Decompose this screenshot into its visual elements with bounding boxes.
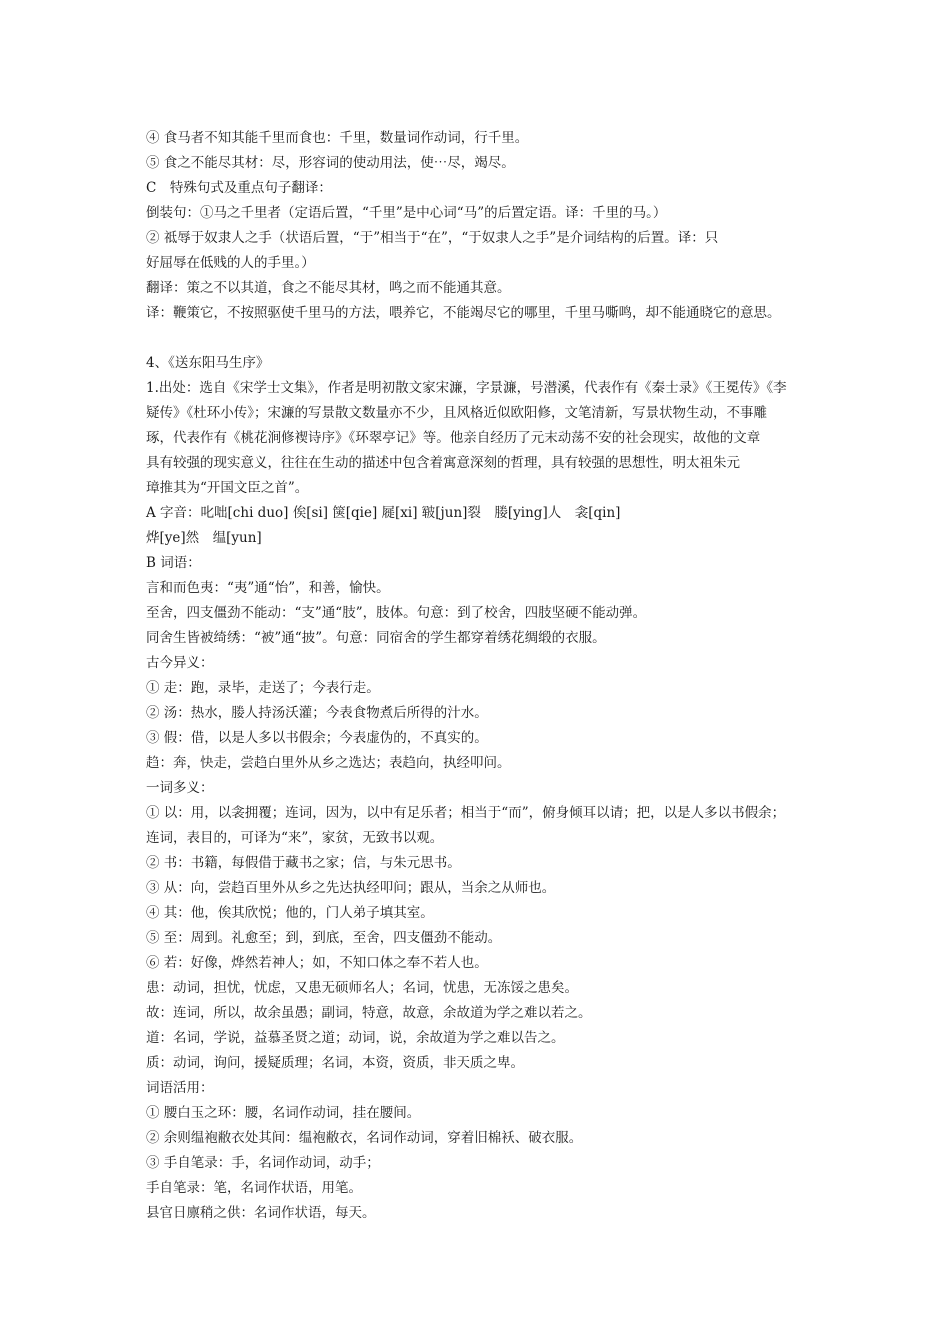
text-line: ② 祗辱于奴隶人之手（状语后置，“于”相当于“在”，“于奴隶人之手”是介词结构的后置。译：只: [146, 230, 719, 246]
text-line: 好屈辱在低贱的人的手里。）: [146, 255, 315, 271]
text-line: ⑤ 食之不能尽其材：尽，形容词的使动用法，使⋯尽，竭尽。: [146, 155, 515, 171]
text-line: 县官日廪稍之供：名词作状语，每天。: [146, 1205, 376, 1221]
section-heading: C 特殊句式及重点句子翻译：: [146, 180, 332, 196]
text-line: 璋推其为“开国文臣之首”。: [146, 480, 309, 496]
text-line: 具有较强的现实意义，往往在生动的描述中包含着寓意深刻的哲理，具有较强的思想性，明太祖朱元: [146, 455, 740, 471]
text-line: 言和而色夷：“夷”通“怡”，和善，愉快。: [146, 580, 390, 596]
text-line: 道：名词，学说，益慕圣贤之道；动词，说，余故道为学之难以告之。: [146, 1030, 565, 1046]
text-line: 译：鞭策它，不按照驱使千里马的方法，喂养它，不能竭尽它的哪里，千里马嘶鸣，却不能通晓它的意思。: [146, 305, 781, 321]
text-line: 1.出处：选自《宋学士文集》，作者是明初散文家宋濂，字景濂，号潜溪，代表作有《秦士录》《王冕传》《李: [146, 380, 787, 396]
section-main: [146, 351, 826, 1226]
text-line: 倒装句：①马之千里者（定语后置，“千里”是中心词“马”的后置定语。译：千里的马。）: [146, 205, 667, 221]
text-line: 至舍，四支僵劲不能动：“支”通“肢”，肢体。句意：到了校舍，四肢坚硬不能动弹。: [146, 605, 647, 621]
text-line: 故：连词，所以，故余虽愚；副词，特意，故意，余故道为学之难以若之。: [146, 1005, 592, 1021]
pronunciation-line: A 字音：叱咄[chi duo] 俟[si] 箧[qie] 屣[xi] 皲[jun]裂 媵[ying]人 衾[qin]: [146, 505, 621, 521]
text-line: ④ 食马者不知其能千里而食也：千里，数量词作动词，行千里。: [146, 130, 529, 146]
text-line: 同舍生皆被绮绣：“被”通“披”。句意：同宿舍的学生都穿着绣花绸缎的衣服。: [146, 630, 606, 646]
text-line: 琢，代表作有《桃花涧修褉诗序》《环翠亭记》等。他亲自经历了元末动荡不安的社会现实，故他的文章: [146, 430, 761, 446]
paragraph-gap: [146, 326, 826, 351]
pronunciation-line: 烨[ye]然 缊[yun]: [146, 530, 262, 546]
section-top: [146, 126, 826, 326]
text-line: ① 走：跑，录毕，走送了；今表行走。: [146, 680, 380, 696]
text-line: ⑥ 若：好像，烨然若神人；如，不知口体之奉不若人也。: [146, 955, 488, 971]
text-line: 疑传》《杜环小传》；宋濂的写景散文数量亦不少，且风格近似欧阳修，文笔清新，写景状物生动，不事雕: [146, 405, 767, 421]
text-line: ② 余则缊袍敝衣处其间：缊袍敝衣，名词作动词，穿着旧棉袄、破衣服。: [146, 1130, 583, 1146]
text-line: ③ 手自笔录：手，名词作动词，动手；: [146, 1155, 380, 1171]
text-line: 患：动词，担忧，忧虑，又患无硕师名人；名词，忧患，无冻馁之患矣。: [146, 980, 578, 996]
text-line: 质：动词，询问，援疑质理；名词，本资，资质，非天质之卑。: [146, 1055, 524, 1071]
section-heading: 古今异义：: [146, 655, 214, 671]
document-body: [146, 126, 826, 1226]
text-line: ② 书：书籍，每假借于藏书之家；信，与朱元思书。: [146, 855, 461, 871]
text-line: ② 汤：热水，媵人持汤沃灌；今表食物煮后所得的汁水。: [146, 705, 488, 721]
text-line: 手自笔录：笔，名词作状语，用笔。: [146, 1180, 362, 1196]
text-line: 趋：奔，快走，尝趋白里外从乡之选达；表趋向，执经叩问。: [146, 755, 511, 771]
text-line: ③ 从：向，尝趋百里外从乡之先达执经叩问；跟从，当余之从师也。: [146, 880, 556, 896]
text-line: 翻译：策之不以其道，食之不能尽其材，鸣之而不能通其意。: [146, 280, 511, 296]
text-line: ③ 假：借，以是人多以书假余；今表虚伪的，不真实的。: [146, 730, 488, 746]
text-line: ① 以：用，以衾拥覆；连词，因为，以中有足乐者；相当于“而”，俯身倾耳以请；把，以是人多以书假余；: [146, 805, 786, 821]
section-title: 4、《送东阳马生序》: [146, 355, 270, 371]
text-line: ⑤ 至：周到。礼愈至；到，到底，至舍，四支僵劲不能动。: [146, 930, 502, 946]
text-line: ④ 其：他，俟其欣悦；他的，门人弟子填其室。: [146, 905, 434, 921]
section-heading: 一词多义：: [146, 780, 214, 796]
section-heading: B 词语：: [146, 555, 201, 571]
text-line: 连词，表目的，可译为“来”，家贫，无致书以观。: [146, 830, 444, 846]
text-line: ① 腰白玉之环：腰，名词作动词，挂在腰间。: [146, 1105, 421, 1121]
section-heading: 词语活用：: [146, 1080, 214, 1096]
